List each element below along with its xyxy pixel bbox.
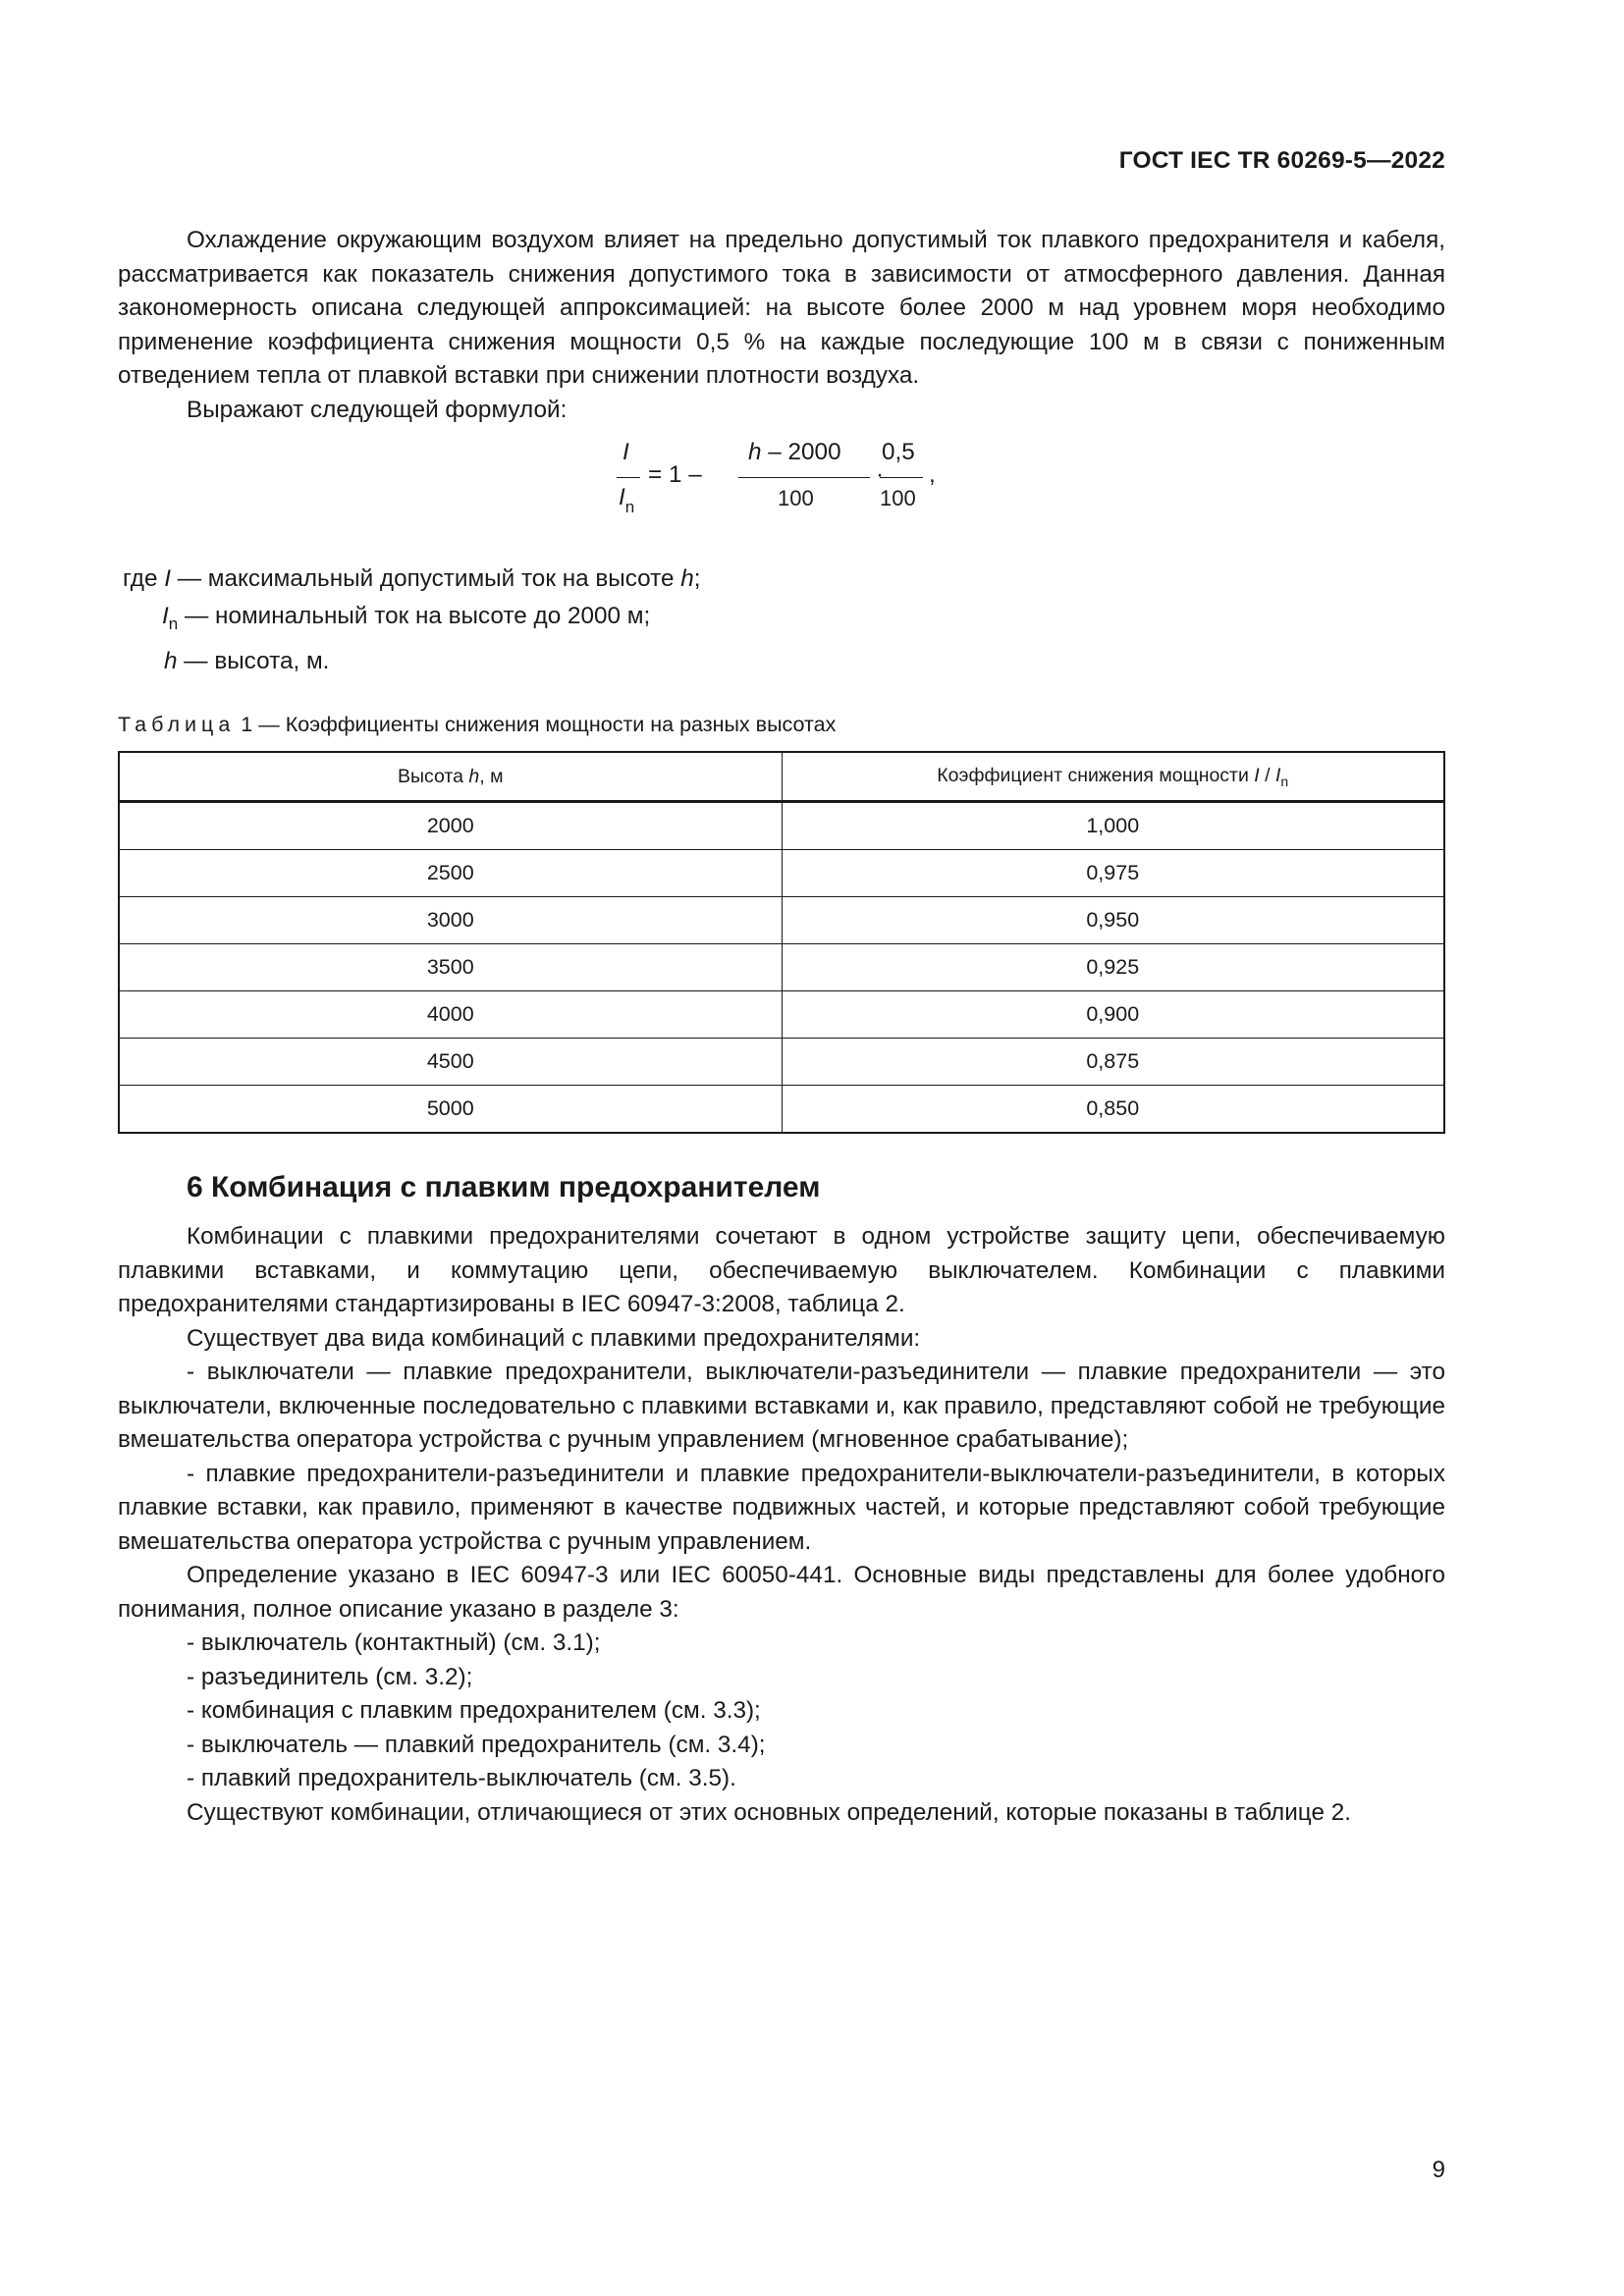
section-paragraph: Существует два вида комбинаций с плавкими предохранителями: [187,1324,921,1352]
table-row [119,850,1444,897]
cell-height: 4500 [119,1039,782,1086]
section-paragraph: Комбинации с плавкими предохранителями сочетают в одном устройстве защиту цепи, обеспечиваемую плавкими вставками, и коммутацию цепи, обеспечиваемую выключателем. Комбинации с плавкими предохранителями стандартизированы в IEC 60947-3:2008, таблица 2. [118,1223,1445,1317]
formula-comma: , [929,461,936,488]
header-coefficient: Коэффициент снижения мощности I / $I_n$ [782,752,1444,802]
cell-coefficient: 0,900 [782,991,1444,1039]
cell-height: 4000 [119,991,782,1039]
variable-legend [118,561,1445,680]
table-row [119,897,1444,944]
formula-frac1-bar [738,477,870,478]
list-item: - выключатель (контактный) (см. 3.1); [187,1629,601,1656]
table-row [119,802,1444,850]
page-content [118,224,1445,1830]
cell-coefficient: 0,875 [782,1039,1444,1086]
derating-formula [118,429,1445,539]
table-row [119,1086,1444,1134]
list-item: - комбинация с плавким предохранителем (см. 3.3); [187,1697,761,1724]
formula-lhs-denominator: $I_n$ [619,484,635,516]
formula-lhs-numerator: I [623,439,629,465]
formula-frac1-denominator: 100 [778,486,814,510]
list-item: - выключатели — плавкие предохранители, выключатели-разъединители — плавкие предохранители — это выключатели, включенные последовательно с плавкими вставками и, как правило, представляют собой не требующие вмешательства оператора устройства с ручным управлением (мгновенное срабатывание); [118,1359,1445,1453]
formula-lead: Выражают следующей формулой: [187,396,568,423]
formula-lhs-bar [617,477,640,478]
table-row [119,991,1444,1039]
section-paragraph: Существуют комбинации, отличающиеся от этих основных определений, которые показаны в таблице 2. [187,1798,1351,1826]
intro-paragraph: Охлаждение окружающим воздухом влияет на предельно допустимый ток плавкого предохранителя и кабеля, рассматривается как показатель снижения допустимого тока в зависимости от атмосферного давления. Данная закономерность описана следующей аппроксимацией: на высоте более 2000 м над уровнем моря необходимо применение коэффициента снижения мощности 0,5 % на каждые последующие 100 м в связи с пониженным отведением тепла от плавкой вставки при снижении плотности воздуха. [118,227,1445,389]
cell-coefficient: 0,850 [782,1086,1444,1134]
section-paragraph: Определение указано в IEC 60947-3 или IEC 60050-441. Основные виды представлены для более удобного понимания, полное описание указано в разделе 3: [118,1562,1445,1623]
list-item: - разъединитель (см. 3.2); [187,1663,473,1690]
legend-row-h: h — высота, м. [164,648,330,674]
derating-table [118,751,1445,1134]
formula-frac2-numerator: 0,5 [882,439,915,465]
legend-row-I: где I — максимальный допустимый ток на высоте h; [123,565,701,592]
cell-height: 3000 [119,897,782,944]
legend-row-In: $I_n$ — номинальный ток на высоте до 2000 м; [162,603,651,633]
header-height: Высота h, м [119,752,782,802]
cell-height: 2000 [119,802,782,850]
formula-frac1-numerator: h – 2000 [748,439,841,465]
list-item: - плавкий предохранитель-выключатель (см. 3.5). [187,1765,736,1791]
cell-height: 3500 [119,944,782,991]
table-row [119,1039,1444,1086]
document-header: ГОСТ IEC TR 60269-5—2022 [1118,147,1445,174]
cell-coefficient: 1,000 [782,802,1444,850]
cell-height: 5000 [119,1086,782,1134]
cell-coefficient: 0,925 [782,944,1444,991]
formula-frac2-denominator: 100 [880,486,916,510]
list-item: - выключатель — плавкий предохранитель (см. 3.4); [187,1731,766,1758]
formula-dot: · [876,461,885,488]
list-item: - плавкие предохранители-разъединители и плавкие предохранители-выключатели-разъединители, в которых плавкие вставки, как правило, применяют в качестве подвижных частей, и которые представляют собой требующие вмешательства оператора устройства с ручным управлением. [118,1460,1445,1555]
formula-frac2-bar [880,477,923,478]
page-number: 9 [1432,2157,1445,2183]
table-header-row [119,752,1444,802]
section-heading: 6 Комбинация с плавким предохранителем [187,1171,821,1203]
formula-equals: = 1 – [648,461,702,488]
cell-coefficient: 0,975 [782,850,1444,897]
cell-coefficient: 0,950 [782,897,1444,944]
table-row [119,944,1444,991]
table-caption: Таблица 1 — Коэффициенты снижения мощности на разных высотах [118,713,837,736]
cell-height: 2500 [119,850,782,897]
